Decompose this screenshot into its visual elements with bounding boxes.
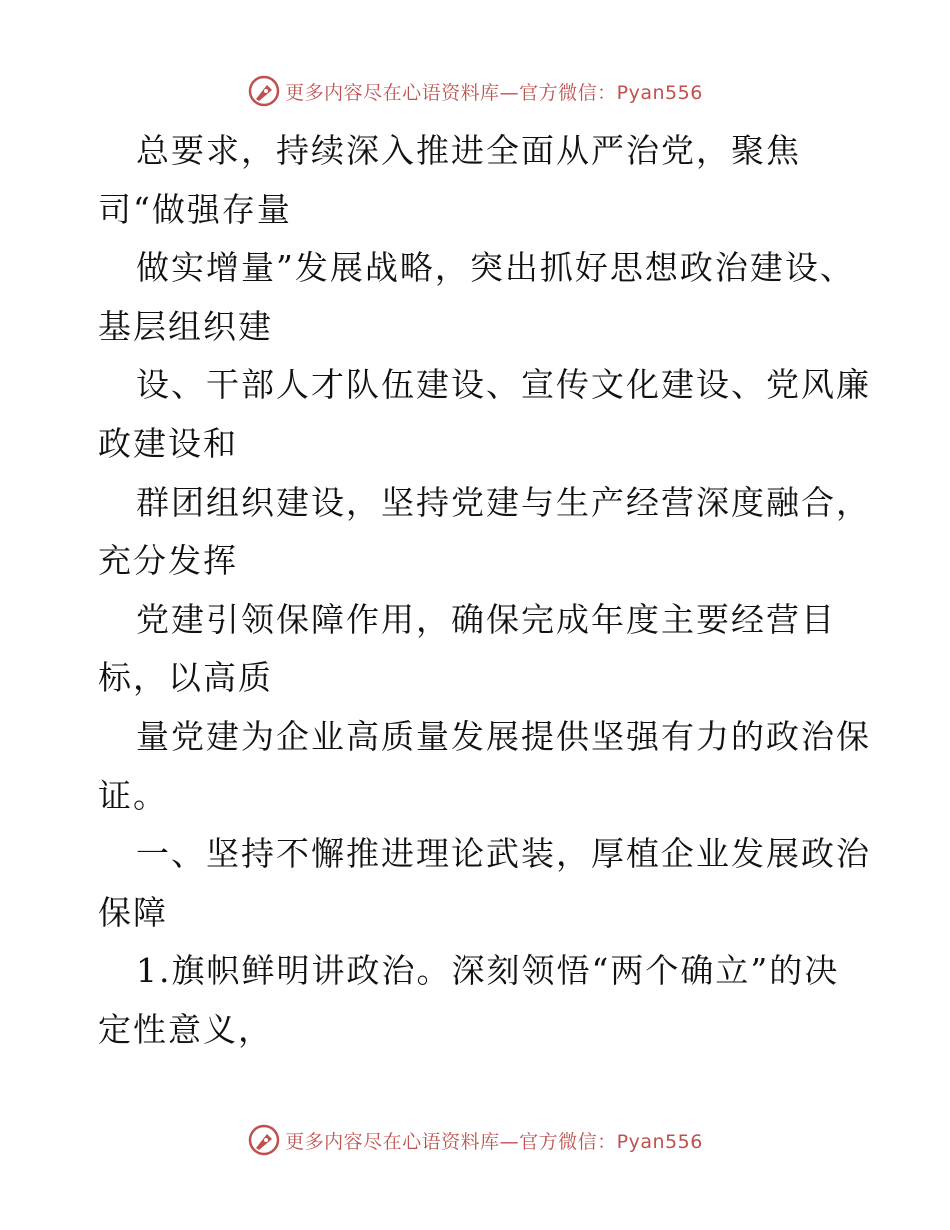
body-line: 党建引领保障作用，确保完成年度主要经营目 — [136, 599, 836, 639]
section-heading-line: 保障 — [98, 892, 168, 932]
body-line: 设、干部人才队伍建设、宣传文化建设、党风廉 — [136, 365, 871, 405]
body-line: 总要求，持续深入推进全面从严治党，聚焦 — [136, 131, 801, 170]
pen-nib-logo-icon — [247, 74, 281, 108]
watermark-text: 更多内容尽在心语资料库—官方微信：Pyan556 — [285, 1130, 703, 1153]
body-line: 充分发挥 — [98, 541, 238, 581]
body-line: 标，以高质 — [98, 658, 273, 698]
body-line: 定性意义， — [98, 1009, 273, 1049]
footer-watermark — [0, 1123, 950, 1157]
body-line: 量党建为企业高质量发展提供坚强有力的政治保 — [136, 716, 871, 756]
body-line: 证。 — [98, 775, 168, 815]
document-body — [98, 122, 871, 1060]
body-line: 做实增量”发展战略，突出抓好思想政治建设、 — [136, 248, 855, 288]
body-line: 政建设和 — [98, 423, 238, 463]
watermark-text: 更多内容尽在心语资料库—官方微信：Pyan556 — [285, 81, 703, 104]
body-line: 基层组织建 — [98, 306, 273, 346]
body-line: 1.旗帜鲜明讲政治。深刻领悟“两个确立”的决 — [136, 951, 840, 991]
section-heading-line: 一、坚持不懈推进理论武装，厚植企业发展政治 — [136, 834, 871, 874]
body-line: 司“做强存量 — [98, 189, 292, 229]
header-watermark — [0, 74, 950, 108]
pen-nib-logo-icon — [247, 1123, 281, 1157]
body-line: 群团组织建设，坚持党建与生产经营深度融合， — [136, 482, 871, 522]
